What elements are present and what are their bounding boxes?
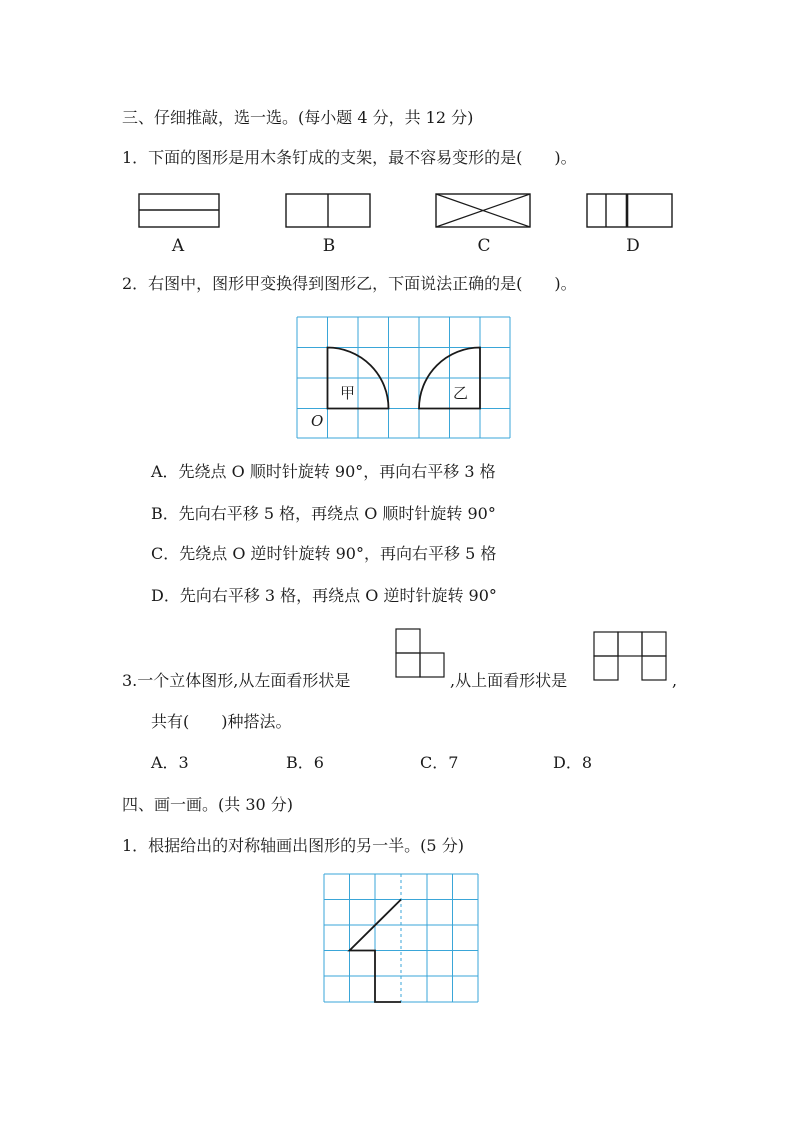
q2-option-c: C．先绕点 O 逆时针旋转 90°，再向右平移 5 格 bbox=[151, 544, 497, 563]
q2-label-origin: O bbox=[311, 412, 324, 430]
q3-left-view-figure bbox=[395, 628, 447, 682]
q2-text: 2．右图中，图形甲变换得到图形乙，下面说法正确的是( )。 bbox=[122, 274, 577, 293]
q2-option-a: A．先绕点 O 顺时针旋转 90°，再向右平移 3 格 bbox=[151, 462, 496, 481]
q1-option-d-label: D bbox=[626, 236, 640, 256]
q2-option-b: B．先向右平移 5 格，再绕点 O 顺时针旋转 90° bbox=[151, 504, 496, 523]
q2-label-yi: 乙 bbox=[453, 384, 469, 402]
section3-heading: 三、仔细推敲，选一选。(每小题 4 分，共 12 分) bbox=[122, 108, 474, 127]
q3-option-a: A．3 bbox=[151, 753, 189, 772]
q1-option-c-label: C bbox=[477, 236, 491, 256]
q1-option-b-label: B bbox=[322, 236, 336, 256]
q1-option-a-figure bbox=[138, 193, 222, 231]
q1-text: 1．下面的图形是用木条钉成的支架，最不容易变形的是( )。 bbox=[122, 148, 577, 167]
section4-heading: 四、画一画。(共 30 分) bbox=[122, 795, 294, 814]
q3-option-c: C．7 bbox=[420, 753, 459, 772]
q2-option-d: D．先向右平移 3 格，再绕点 O 逆时针旋转 90° bbox=[151, 586, 497, 605]
q3-top-view-figure bbox=[593, 631, 669, 685]
q1-option-b-figure bbox=[285, 193, 373, 231]
q3-text-part1: 3.一个立体图形,从左面看形状是 bbox=[122, 671, 351, 690]
q3-text-part2: ,从上面看形状是 bbox=[450, 671, 568, 690]
q1-option-d-figure bbox=[586, 193, 676, 231]
q3-text-line2: 共有( )种搭法。 bbox=[151, 712, 292, 731]
symmetry-grid-figure bbox=[323, 873, 483, 1007]
q1-option-a-label: A bbox=[171, 236, 185, 256]
q3-option-b: B．6 bbox=[286, 753, 324, 772]
q1-option-c-figure bbox=[435, 193, 533, 231]
q2-label-jia: 甲 bbox=[340, 384, 356, 402]
q3-text-part3: , bbox=[672, 671, 678, 690]
section4-q1-text: 1．根据给出的对称轴画出图形的另一半。(5 分) bbox=[122, 836, 464, 855]
q3-option-d: D．8 bbox=[553, 753, 593, 772]
q2-grid-figure bbox=[296, 316, 514, 442]
